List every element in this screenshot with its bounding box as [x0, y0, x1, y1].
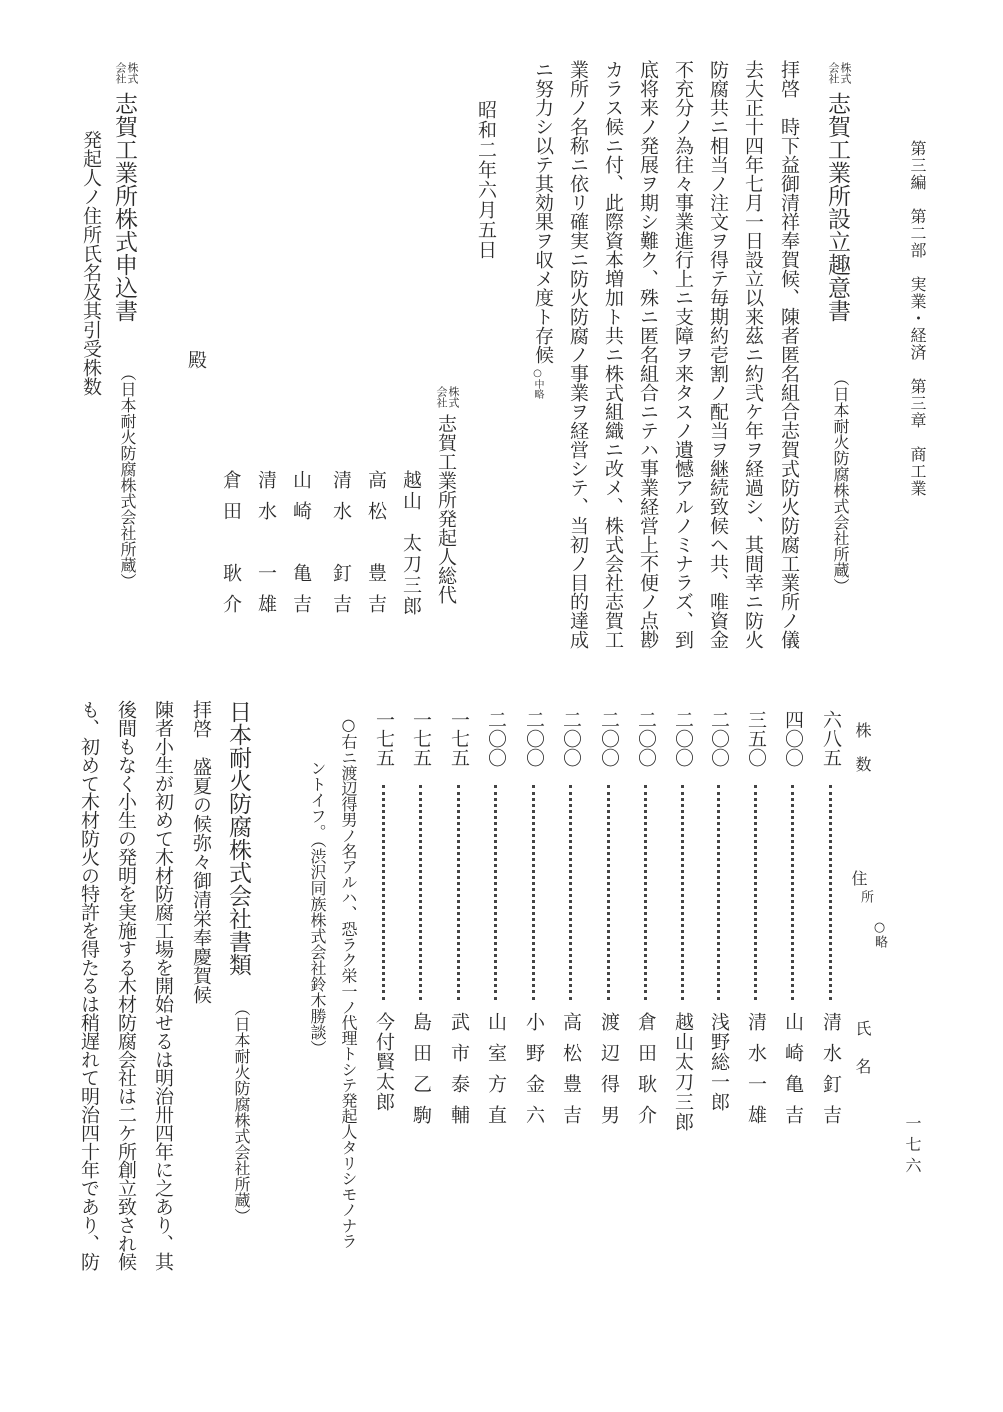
header-name: 氏名 — [853, 1020, 872, 1096]
letter-line: も、初めて木材防火の特許を得たるは稍遅れて明治四十年であり、防 — [78, 700, 100, 1271]
header-shares: 株数 — [853, 722, 872, 790]
application-source: （日本耐火防腐株式会社所蔵） — [118, 365, 137, 589]
running-header: 第三編 第二部 実業・経済 第三章 商工業 — [908, 140, 927, 497]
founder-name: 清水 釘吉 — [330, 470, 352, 625]
share-count: 二〇〇 — [485, 710, 507, 767]
share-count: 二〇〇 — [635, 710, 657, 767]
shareholder-name: 武市泰輔 — [448, 1012, 470, 1136]
prospectus-title: 志賀工業所設立趣意書 — [824, 92, 850, 322]
dot-leader — [829, 785, 832, 1000]
prospectus-line: 不充分ノ為往々事業進行上ニ支障ヲ来タスノ遺憾アルノミナラズ、到 — [672, 60, 694, 649]
shareholder-name: 今付賢太郎 — [373, 1012, 395, 1112]
prospectus-title-prefix: 株式会社 — [827, 62, 852, 84]
application-title-prefix: 株式会社 — [114, 62, 139, 84]
header-address-small: 所 — [858, 890, 873, 903]
dot-leader — [569, 785, 572, 1000]
dot-leader — [644, 785, 647, 1000]
share-count: 二〇〇 — [708, 710, 730, 767]
founder-name: 倉田 耿介 — [220, 470, 242, 625]
header-address-note: ○略 — [872, 920, 887, 948]
share-count: 四〇〇 — [782, 710, 804, 767]
addressee: 殿 — [185, 350, 207, 369]
company-docs-source: （日本耐火防腐株式会社所蔵） — [232, 1000, 251, 1224]
dot-leader — [607, 785, 610, 1000]
prospectus-source: （日本耐火防腐株式会社所蔵） — [831, 370, 850, 594]
shareholder-name: 渡辺得男 — [598, 1012, 620, 1136]
shareholder-name: 島田乙駒 — [410, 1012, 432, 1136]
shareholder-name: 倉田耿介 — [635, 1012, 657, 1136]
prospectus-line: カラス候ニ付、此際資本増加ト共ニ株式組織ニ改メ、株式会社志賀工 — [602, 60, 624, 649]
dot-leader — [532, 785, 535, 1000]
prospectus-line: 防腐共ニ相当ノ注文ヲ得テ毎期約壱割ノ配当ヲ継続致候ヘ共、唯資金 — [707, 60, 729, 649]
founder-name: 越山 太刀三郎 — [400, 470, 422, 617]
dot-leader — [494, 785, 497, 1000]
share-count: 六八五 — [820, 710, 842, 767]
shareholder-name: 小野金六 — [523, 1012, 545, 1136]
share-count: 一七五 — [410, 710, 432, 767]
shareholder-name: 山室方直 — [485, 1012, 507, 1136]
omission-mark: ○中略 — [532, 368, 543, 399]
share-count: 二〇〇 — [560, 710, 582, 767]
signatory: 志賀工業所発起人総代 — [435, 414, 457, 604]
dot-leader — [754, 785, 757, 1000]
page-number: 一七六 — [903, 1115, 922, 1178]
founder-name: 山崎 亀吉 — [290, 470, 312, 625]
share-count: 三五〇 — [745, 710, 767, 767]
shareholder-name: 清水一雄 — [745, 1012, 767, 1136]
prospectus-line: 拝啓 時下益御清祥奉賀候、陳者匿名組合志賀式防火防腐工業所ノ儀 — [778, 60, 800, 649]
dot-leader — [457, 785, 460, 1000]
prospectus-line: 底将来ノ発展ヲ期シ難ク、殊ニ匿名組合ニテハ事業経営上不便ノ点尠 — [637, 60, 659, 649]
note-line: ○右ニ渡辺得男ノ名アルハ、恐ラク栄一ノ代理トシテ発起人タリシモノナラ — [339, 715, 358, 1249]
share-count: 二〇〇 — [672, 710, 694, 767]
share-count: 一七五 — [448, 710, 470, 767]
shareholder-name: 山崎亀吉 — [782, 1012, 804, 1136]
prospectus-date: 昭和二年六月五日 — [475, 100, 497, 260]
dot-leader — [382, 785, 385, 1000]
share-count: 二〇〇 — [523, 710, 545, 767]
share-count: 一七五 — [373, 710, 395, 767]
dot-leader — [419, 785, 422, 1000]
dot-leader — [681, 785, 684, 1000]
founder-name: 清水 一雄 — [255, 470, 277, 625]
letter-line: 陳者小生が初めて木材防腐工場を開始せるは明治卅四年に之あり、其 — [152, 700, 174, 1271]
shareholder-name: 高松豊吉 — [560, 1012, 582, 1136]
founder-name: 高松 豊吉 — [365, 470, 387, 625]
shareholder-name: 清水釘吉 — [820, 1012, 842, 1136]
signatory-prefix: 株式会社 — [435, 386, 460, 408]
note-line: ントイフ。（渋沢同族株式会社鈴木勝談） — [308, 760, 327, 1056]
shareholder-name: 越山太刀三郎 — [672, 1012, 694, 1132]
company-docs-title: 日本耐火防腐株式会社書類 — [225, 700, 251, 976]
dot-leader — [791, 785, 794, 1000]
letter-line: 拝啓 盛夏の候弥々御清栄奉慶賀候 — [190, 700, 212, 1004]
shareholder-name: 浅野総一郎 — [708, 1012, 730, 1112]
prospectus-line: 去大正十四年七月一日設立以来茲ニ約弐ケ年ヲ経過シ、其間幸ニ防火 — [742, 60, 764, 649]
share-count: 二〇〇 — [598, 710, 620, 767]
letter-line: 後間もなく小生の発明を実施する木材防腐会社は二ケ所創立致され候 — [115, 700, 137, 1271]
dot-leader — [717, 785, 720, 1000]
prospectus-line: 業所ノ名称ニ依リ確実ニ防火防腐ノ事業ヲ経営シテ、当初ノ目的達成 — [567, 60, 589, 649]
application-title: 志賀工業所株式申込書 — [111, 92, 137, 322]
application-subtitle: 発起人ノ住所氏名及其引受株数 — [80, 130, 102, 396]
header-address: 住 — [849, 870, 868, 886]
prospectus-line: ニ努力シ以テ其効果ヲ収メ度ト存候 — [532, 60, 554, 364]
